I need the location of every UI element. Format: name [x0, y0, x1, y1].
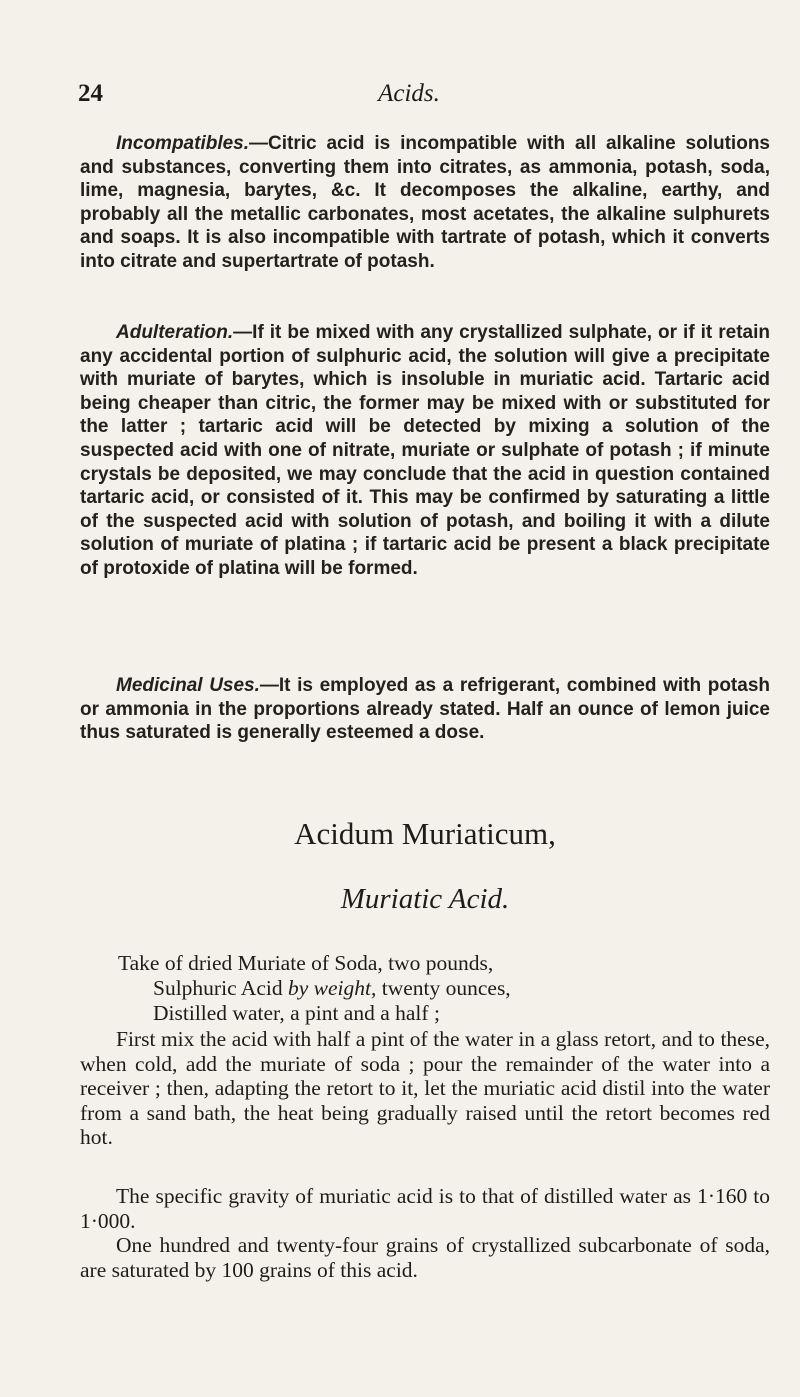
medicinal-uses-text: —It is employed as a refrigerant, combined with potash or ammonia in the proportions already stated. Half an ounce of lemon juice thus saturated is generally esteemed a dose. [80, 675, 770, 744]
page-number: 24 [78, 80, 103, 107]
english-section-title: Muriatic Acid. [340, 883, 510, 915]
incompatibles-text: —Citric acid is incompatible with all alkaline solutions and substances, converting them into citrates, as ammonia, potash, soda, lime, magnesia, barytes, &c. It decomposes the alkaline, earthy, and probably all the metallic carbonates, most acetates, the alkaline sulphurets and soaps. It is also incompatible with tartrate of potash, which it converts into citrate and supertartrate of potash. [80, 133, 770, 272]
method-paragraph: First mix the acid with half a pint of the water in a glass retort, and to these, when cold, add the muriate of soda ; pour the remainder of the water into a receiver ; then, adapting the retort to it, let the muriatic acid distil into the water from a sand bath, the heat being gradually raised until the retort becomes red hot. [80, 1027, 770, 1150]
adulteration-label: Adulteration. [116, 322, 234, 343]
saturation-paragraph: One hundred and twenty-four grains of crystallized subcarbonate of soda, are saturated by 100 grains of this acid. [80, 1233, 770, 1282]
running-title: Acids. [378, 80, 440, 107]
recipe-line [118, 976, 758, 1001]
recipe-line: Take of dried Muriate of Soda, two pounds, [118, 951, 494, 975]
recipe-text: , twenty ounces, [370, 975, 511, 1000]
recipe-text: Sulphuric Acid [153, 975, 288, 1000]
specific-gravity-paragraph: The specific gravity of muriatic acid is to that of distilled water as 1·160 to 1·000. [80, 1184, 770, 1233]
recipe-ingredients [118, 951, 758, 1025]
incompatibles-paragraph [80, 132, 770, 274]
medicinal-uses-label: Medicinal Uses. [116, 675, 260, 696]
incompatibles-label: Incompatibles. [116, 133, 250, 154]
adulteration-text: —If it be mixed with any crystallized sulphate, or if it retain any accidental portion of sulphuric acid, the solution will give a precipitate with muriate of barytes, which is insoluble in muriatic acid. Tartaric acid being cheaper than citric, the former may be mixed with or substituted for the latter ; tartaric acid will be detected by mixing a solution of the suspected acid with one of nitrate, muriate or sulphate of potash ; if minute crystals be deposited, we may conclude that the acid in question contained tartaric acid, or consisted of it. This may be confirmed by saturating a little of the suspected acid with solution of potash, and boiling it with a dilute solution of muriate of platina ; if tartaric acid be present a black precipitate of protoxide of platina will be formed. [80, 322, 770, 579]
medicinal-uses-paragraph [80, 674, 770, 745]
running-head [78, 80, 740, 114]
adulteration-paragraph [80, 321, 770, 581]
latin-section-title: Acidum Muriaticum, [294, 816, 556, 851]
recipe-italic-text: by weight [287, 975, 371, 1000]
recipe-line: Distilled water, a pint and a half ; [153, 1000, 440, 1025]
